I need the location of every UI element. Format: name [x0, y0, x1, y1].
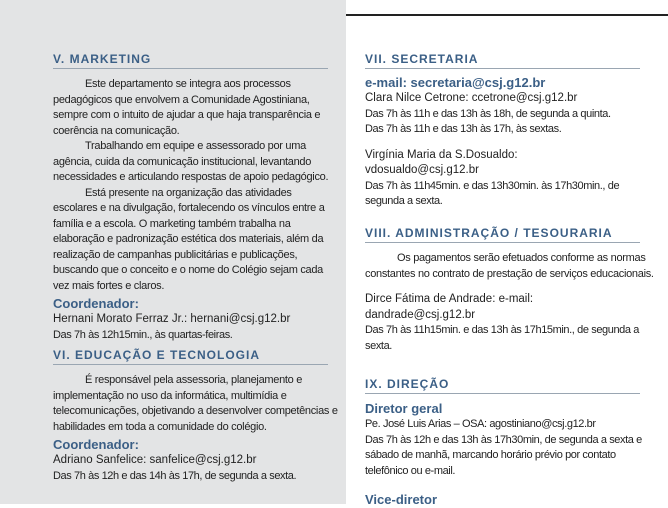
top-divider: [346, 14, 668, 16]
hours-line: Das 7h às 11h15min. e das 13h às 17h15min., de segunda a sexta.: [365, 324, 639, 352]
coordinator-contact: Adriano Sanfelice: sanfelice@csj.g12.br: [53, 454, 257, 466]
contact-email: vdosualdo@csj.g12.br: [365, 164, 479, 176]
hours-line: Das 7h às 11h e das 13h às 18h, de segunda a quinta.: [365, 107, 611, 120]
contact-name: Virgínia Maria da S.Dosualdo:: [365, 148, 518, 161]
section-marketing: [53, 52, 338, 343]
section-title: IX. DIREÇÃO: [365, 377, 640, 394]
coordinator-hours: Das 7h às 12h e das 14h às 17h, de segunda a sexta.: [53, 469, 297, 482]
paragraph: Está presente na organização das atividades escolares e na divulgação, fortalecendo os vínculos entre a família e a escola. O marketing também trabalha na elaboração e padronização estética dos materiais, além da realização de campanhas publicitárias e publicações, buscando que o conceito e o nome do Colégio sejam cada vez mais fortes e claros.: [53, 186, 325, 292]
director-contact: Pe. José Luis Arias – OSA: agostiniano@csj.g12.br: [365, 418, 596, 430]
vice-director-title: Vice-diretor: [365, 492, 438, 507]
coordinator-label: Coordenador:: [53, 296, 139, 311]
section-title: VIII. ADMINISTRAÇÃO / TESOURARIA: [365, 226, 640, 243]
contact-line: Clara Nilce Cetrone: ccetrone@csj.g12.br: [365, 92, 578, 104]
section-administracao: [365, 226, 660, 354]
director-hours: Das 7h às 12h e das 13h às 17h30min, de segunda a sexta e sábado de manhã, marcando horário prévio por contato telefônico ou e-mail.: [365, 433, 642, 477]
hours-line: Das 7h às 11h e das 13h às 17h, às sextas.: [365, 123, 562, 135]
section-educacao: [53, 348, 338, 484]
section-title: V. MARKETING: [53, 52, 328, 69]
section-direcao: [365, 377, 660, 508]
paragraph: Os pagamentos serão efetuados conforme as normas constantes no contrato de prestação de serviços educacionais.: [365, 252, 654, 280]
hours-line: Das 7h às 11h45min. e das 13h30min. às 17h30min., de segunda a sexta.: [365, 179, 620, 207]
coordinator-hours: Das 7h às 12h15min., às quartas-feiras.: [53, 328, 233, 341]
paragraph: Este departamento se integra aos processos pedagógicos que envolvem a Comunidade Agostiniana, sempre com o intuito de ajudar a que haja transparência e coerência na comunicação.: [53, 78, 321, 137]
contact-name: Dirce Fátima de Andrade: e-mail:: [365, 293, 534, 305]
paragraph: É responsável pela assessoria, planejamento e implementação no uso da informática, multimídia e telecomunicações, objetivando a desenvolver competências e habilidades em toda a comunidade do colégio.: [53, 374, 338, 433]
coordinator-label: Coordenador:: [53, 437, 139, 452]
section-secretaria: [365, 52, 660, 210]
paragraph: Trabalhando em equipe e assessorado por uma agência, cuida da comunicação institucional, levantando necessidades e articulando respostas de apoio pedagógico.: [53, 140, 329, 183]
contact-email: dandrade@csj.g12.br: [365, 308, 476, 321]
coordinator-contact: Hernani Morato Ferraz Jr.: hernani@csj.g12.br: [53, 313, 291, 325]
section-title: VI. EDUCAÇÃO E TECNOLOGIA: [53, 348, 328, 365]
director-title: Diretor geral: [365, 401, 443, 416]
section-title: VII. SECRETARIA: [365, 52, 640, 69]
secretaria-email: e-mail: secretaria@csj.g12.br: [365, 75, 546, 90]
